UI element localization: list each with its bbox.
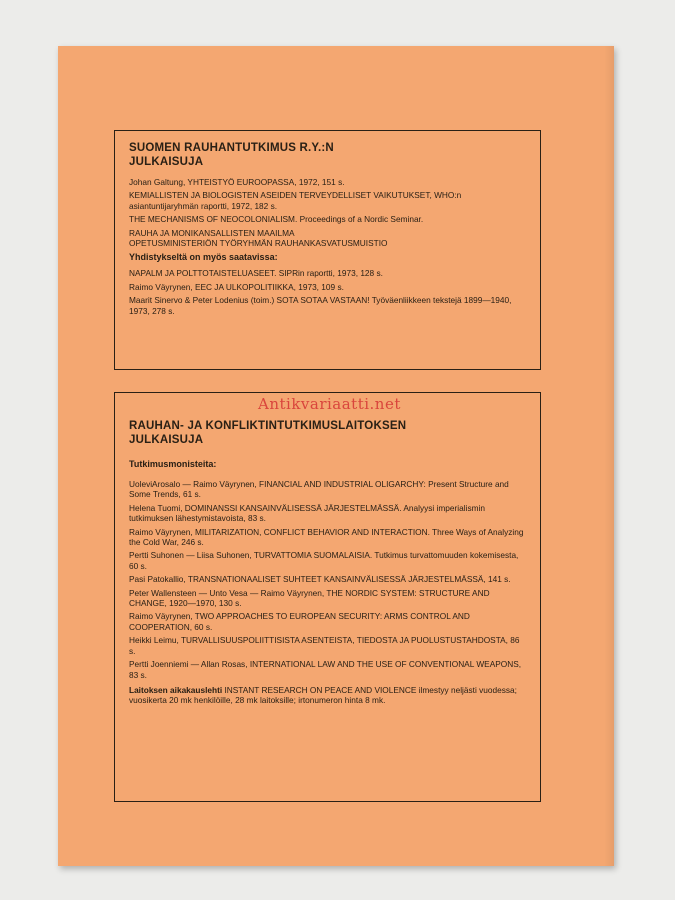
list-item: Raimo Väyrynen, TWO APPROACHES TO EUROPEAN SECURITY: ARMS CONTROL AND COOPERATION, 60 s. (129, 611, 470, 632)
list-item: OPETUSMINISTERIÖN TYÖRYHMÄN RAUHANKASVATUSMUISTIO (129, 238, 388, 249)
section2-heading-line1: RAUHAN- JA KONFLIKTINTUTKIMUSLAITOKSEN (129, 420, 407, 432)
book-back-cover (58, 46, 614, 866)
section1-heading-line1: SUOMEN RAUHANTUTKIMUS R.Y.:N (129, 142, 334, 154)
journal-entry (129, 685, 526, 706)
section2-subheading: Tutkimusmonisteita: (129, 459, 217, 469)
list-item: Helena Tuomi, DOMINANSSI KANSAINVÄLISESSÄ JÄRJESTELMÄSSÄ. Analyysi imperialismin tutkimuksen lähestymistavoista, 83 s. (129, 502, 485, 524)
journal-text: INSTANT RESEARCH ON PEACE AND VIOLENCE ilmestyy neljästi vuodessa; vuosikerta 20 mk henkilöille, 28 mk laitoksille; irtonumeron hinta 8 mk. (129, 684, 517, 706)
watermark-text: Antikvariaatti.net (258, 395, 401, 413)
list-item: Heikki Leimu, TURVALLISUUSPOLIITTISISTA ASENTEISTA, TIEDOSTA JA PUOLUSTUSTAHDOSTA, 86 s. (129, 635, 520, 656)
list-item: Raimo Väyrynen, MILITARIZATION, CONFLICT BEHAVIOR AND INTERACTION. Three Ways of Analyzing the Cold War, 246 s. (129, 526, 524, 548)
list-item: Peter Wallensteen — Unto Vesa — Raimo Väyrynen, THE NORDIC SYSTEM: STRUCTURE AND CHANGE, 1920—1970, 130 s. (129, 587, 490, 609)
section1-heading-line2: JULKAISUJA (129, 156, 204, 168)
list-item: KEMIALLISTEN JA BIOLOGISTEN ASEIDEN TERVEYDELLISET VAIKUTUKSET, WHO:n asiantuntijaryhmän raportti, 1972, 182 s. (129, 190, 462, 211)
list-item: UoleviArosalo — Raimo Väyrynen, FINANCIAL AND INDUSTRIAL OLIGARCHY: Present Structure and Some Trends, 61 s. (129, 479, 509, 500)
publications-box-institute (114, 392, 541, 802)
publications-box-srt (114, 130, 541, 370)
section1-subheading: Yhdistykseltä on myös saatavissa: (129, 252, 278, 263)
section2-heading (129, 419, 526, 447)
list-item: Pertti Joenniemi — Allan Rosas, INTERNATIONAL LAW AND THE USE OF CONVENTIONAL WEAPONS, 83 s. (129, 659, 522, 680)
list-item: RAUHA JA MONIKANSALLISTEN MAAILMA (129, 227, 295, 238)
list-item: Maarit Sinervo & Peter Lodenius (toim.) SOTA SOTAA VASTAAN! Työväenliikkeen tekstejä 1899—1940, 1973, 278 s. (129, 295, 512, 316)
list-item: Raimo Väyrynen, EEC JA ULKOPOLITIIKKA, 1973, 109 s. (129, 281, 344, 292)
section1-heading (129, 141, 526, 169)
journal-lead: Laitoksen aikakauslehti (129, 684, 223, 695)
section2-heading-line2: JULKAISUJA (129, 434, 204, 446)
list-item: Pasi Patokallio, TRANSNATIONAALISET SUHTEET KANSAINVÄLISESSÄ JÄRJESTELMÄSSÄ, 141 s. (129, 574, 511, 585)
list-item: THE MECHANISMS OF NEOCOLONIALISM. Proceedings of a Nordic Seminar. (129, 214, 424, 225)
list-item: NAPALM JA POLTTOTAISTELUASEET. SIPRin raportti, 1973, 128 s. (129, 268, 383, 279)
list-item: Johan Galtung, YHTEISTYÖ EUROOPASSA, 1972, 151 s. (129, 177, 345, 187)
list-item: Pertti Suhonen — Liisa Suhonen, TURVATTOMIA SUOMALAISIA. Tutkimus turvattomuuden kokemisesta, 60 s. (129, 550, 519, 571)
